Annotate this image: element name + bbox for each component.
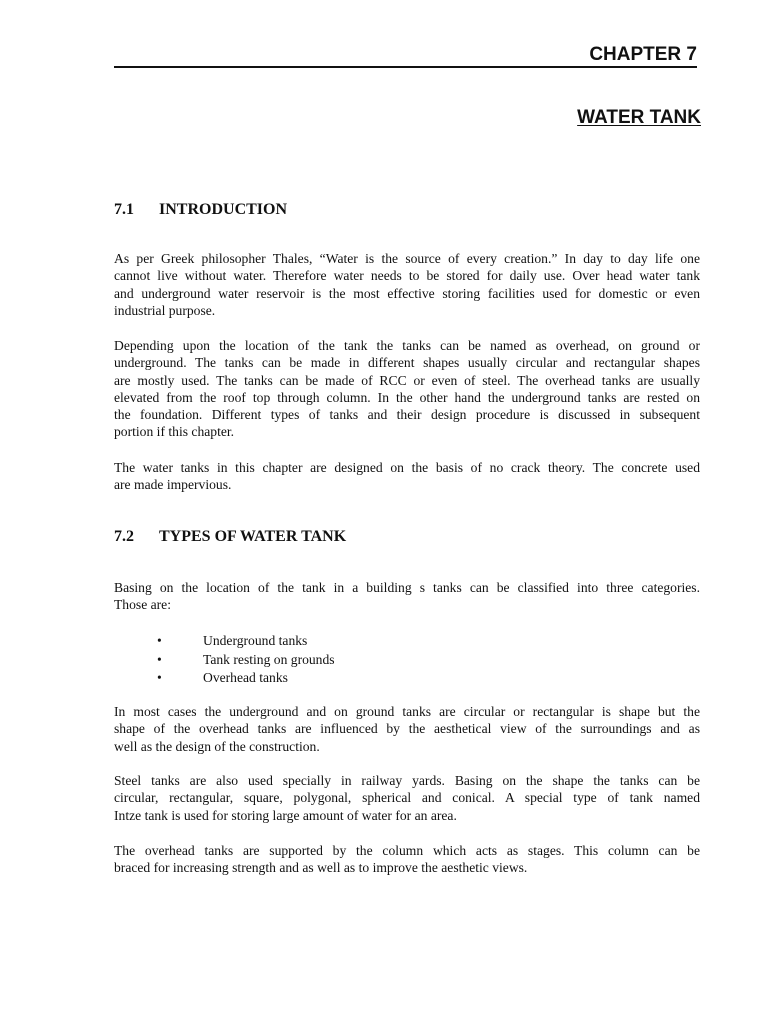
paragraph-steel-tanks xyxy=(114,772,700,824)
paragraph-line: industrial purpose. xyxy=(114,302,216,318)
paragraph-line: circular, rectangular, square, polygonal, spherical and conical. A special type of tank named xyxy=(114,790,700,806)
list-item xyxy=(157,669,335,688)
paragraph-line: well as the design of the construction. xyxy=(114,738,320,754)
chapter-label: CHAPTER 7 xyxy=(589,44,697,65)
list-item-label: Underground tanks xyxy=(203,633,308,648)
paragraph-line: Basing on the location of the tank in a building s tanks can be classified into three categories. xyxy=(114,580,700,595)
paragraph-line: underground. The tanks can be made in different shapes usually circular and rectangular shapes xyxy=(114,355,700,371)
paragraph-line: Steel tanks are also used specially in railway yards. Basing on the shape the tanks can be xyxy=(114,773,700,788)
paragraph-line: As per Greek philosopher Thales, “Water is the source of every creation.” In day to day life one xyxy=(114,251,700,266)
paragraph-line: The overhead tanks are supported by the column which acts as stages. This column can be xyxy=(114,843,700,858)
section-heading-types xyxy=(114,527,346,547)
paragraph-line: elevated from the roof top through column. In the other hand the underground tanks are rested on xyxy=(114,389,700,405)
paragraph-line: Intze tank is used for storing large amount of water for an area. xyxy=(114,807,457,823)
section-number: 7.1 xyxy=(114,201,134,218)
paragraph-shapes xyxy=(114,703,700,755)
chapter-title: WATER TANK xyxy=(577,107,701,128)
paragraph-line: braced for increasing strength and as well as to improve the aesthetic views. xyxy=(114,860,528,876)
bullet-icon: • xyxy=(157,633,162,648)
paragraph-line: and underground water reservoir is the most effective storing facilities used for domestic or even xyxy=(114,285,700,301)
list-item-label: Tank resting on grounds xyxy=(203,651,335,667)
paragraph-line: portion if this chapter. xyxy=(114,424,235,440)
paragraph-line: are mostly used. The tanks can be made of RCC or even of steel. The overhead tanks are usually xyxy=(114,372,700,388)
paragraph-thales xyxy=(114,250,700,319)
list-item-label: Overhead tanks xyxy=(203,670,288,685)
chapter-rule xyxy=(114,66,697,68)
list-item xyxy=(157,632,335,651)
paragraph-line: Depending upon the location of the tank the tanks can be named as overhead, on ground or xyxy=(114,338,700,353)
paragraph-no-crack xyxy=(114,459,700,494)
list-item xyxy=(157,651,335,670)
paragraph-categories xyxy=(114,579,700,614)
paragraph-line: In most cases the underground and on ground tanks are circular or rectangular is shape but the xyxy=(114,704,700,719)
paragraph-line: The water tanks in this chapter are designed on the basis of no crack theory. The concrete used xyxy=(114,460,700,475)
tank-types-list xyxy=(157,632,335,688)
paragraph-line: shape of the overhead tanks are influenced by the aesthetical view of the surroundings and as xyxy=(114,721,700,737)
paragraph-line: are made impervious. xyxy=(114,477,232,493)
paragraph-line: the foundation. Different types of tanks and their design procedure is discussed in subsequent xyxy=(114,407,700,423)
bullet-icon: • xyxy=(157,651,162,667)
section-title: INTRODUCTION xyxy=(159,201,288,218)
paragraph-overhead-support xyxy=(114,842,700,877)
section-number: 7.2 xyxy=(114,528,134,545)
bullet-icon: • xyxy=(157,670,162,685)
section-heading-introduction xyxy=(114,200,287,220)
section-title: TYPES OF WATER TANK xyxy=(159,528,347,545)
paragraph-location xyxy=(114,337,700,441)
paragraph-line: cannot live without water. Therefore water needs to be stored for daily use. Over head water tank xyxy=(114,268,700,284)
paragraph-line: Those are: xyxy=(114,597,171,613)
